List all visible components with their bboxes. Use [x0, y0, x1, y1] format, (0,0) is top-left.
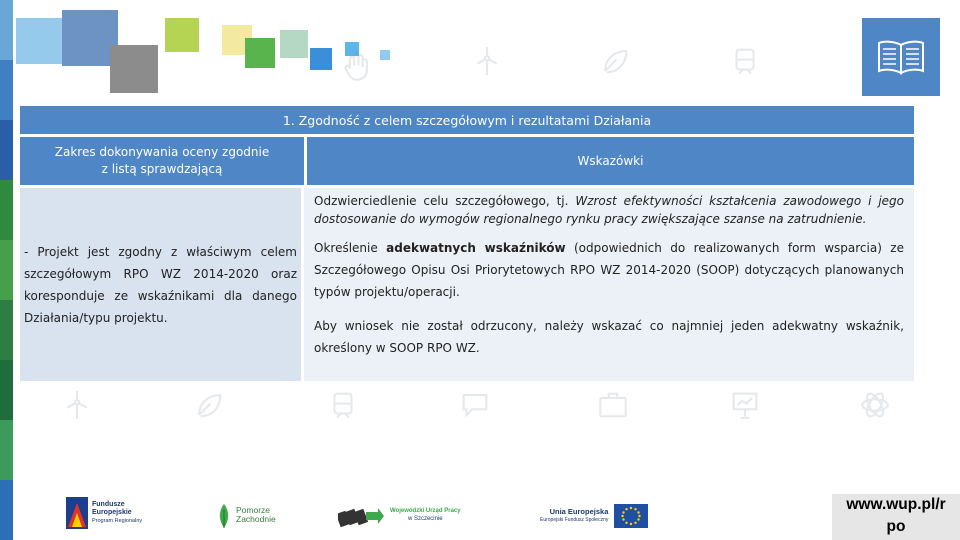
criterion-cell	[20, 188, 304, 381]
hints-cell	[304, 188, 914, 381]
table-header-row	[20, 137, 914, 185]
deco-square	[110, 45, 158, 93]
url-line2: po	[886, 518, 906, 535]
logo-2-line2: Zachodnie	[236, 514, 276, 524]
wind-turbine-icon	[60, 388, 94, 422]
logo-1-line2: Europejskie	[92, 509, 132, 516]
criterion-text: - Projekt jest zgodny z właściwym celem szczegółowym RPO WZ 2014-2020 oraz koresponduje ze wskaźnikami dla danego Działania/typu projektu.	[24, 244, 297, 325]
train-icon	[728, 44, 762, 78]
fe-logo-icon	[66, 497, 88, 529]
header-scope	[20, 137, 307, 185]
open-book-icon	[862, 18, 940, 96]
deco-square	[380, 50, 390, 60]
leaf-icon	[598, 44, 632, 78]
hint-2	[314, 237, 904, 303]
table-row	[20, 185, 914, 381]
header-hints: Wskazówki	[307, 137, 914, 185]
logo-fundusze-europejskie	[66, 497, 142, 529]
hint-1-plain: Odzwierciedlenie celu szczegółowego, tj.	[314, 194, 576, 208]
criteria-table	[20, 106, 914, 381]
logo-4-line2: Europejski Fundusz Społeczny	[540, 517, 609, 523]
hint-2-bold: adekwatnych wskaźników	[386, 241, 566, 255]
logo-3-line1: Wojewódzki Urząd Pracy	[390, 508, 461, 514]
hand-icon	[340, 50, 374, 84]
url-line1: www.wup.pl/r	[846, 496, 946, 513]
hint-2-end: (odpowiednich do realizowanych form wsparcia) ze Szczegółowego Opisu Osi Priorytetowych RPO WZ 2014-2020 (SOOP) dotyczących planowanych typów projektu/operacji.	[314, 241, 904, 299]
table-title: 1. Zgodność z celem szczegółowym i rezultatami Działania	[20, 106, 914, 137]
wind-turbine-icon	[470, 44, 504, 78]
wup-logo-icon	[338, 502, 384, 528]
logo-wup	[338, 502, 461, 528]
train-icon	[326, 388, 360, 422]
pomorze-logo-icon	[216, 502, 232, 528]
deco-square	[16, 18, 62, 64]
hint-2-start: Określenie	[314, 241, 387, 255]
header-scope-line1: Zakres dokonywania oceny zgodnie	[54, 145, 270, 159]
deco-square	[165, 18, 199, 52]
logo-1-line1: Fundusze	[92, 501, 125, 508]
chat-icon	[458, 388, 492, 422]
hint-1-italic: Wzrost efektywności kształcenia zawodowego i jego dostosowanie do wymogów regionalnego rynku pracy zwiększające szanse na zatrudnienie.	[314, 194, 905, 226]
deco-square	[280, 30, 308, 58]
briefcase-icon	[596, 388, 630, 422]
atom-icon	[858, 388, 892, 422]
logo-pomorze-zachodnie	[216, 502, 276, 528]
logo-4-line1: Unia Europejska	[549, 507, 609, 516]
hint-1	[314, 192, 904, 228]
website-url[interactable]	[832, 494, 960, 540]
presentation-icon	[728, 388, 762, 422]
deco-square	[245, 38, 275, 68]
hint-3: Aby wniosek nie został odrzucony, należy wskazać co najmniej jeden adekwatny wskaźnik, określony w SOOP RPO WZ.	[314, 319, 904, 355]
header-scope-line2: z listą sprawdzającą	[101, 162, 223, 176]
leaf-icon	[192, 388, 226, 422]
deco-square	[310, 48, 332, 70]
left-color-strip	[0, 0, 13, 540]
eu-flag-icon	[614, 504, 648, 528]
logo-3-line2: w Szczecinie	[407, 516, 443, 522]
logo-unia-europejska	[540, 504, 648, 528]
logo-1-line3: Program Regionalny	[92, 518, 143, 524]
logo-2-line1: Pomorze	[236, 505, 271, 515]
